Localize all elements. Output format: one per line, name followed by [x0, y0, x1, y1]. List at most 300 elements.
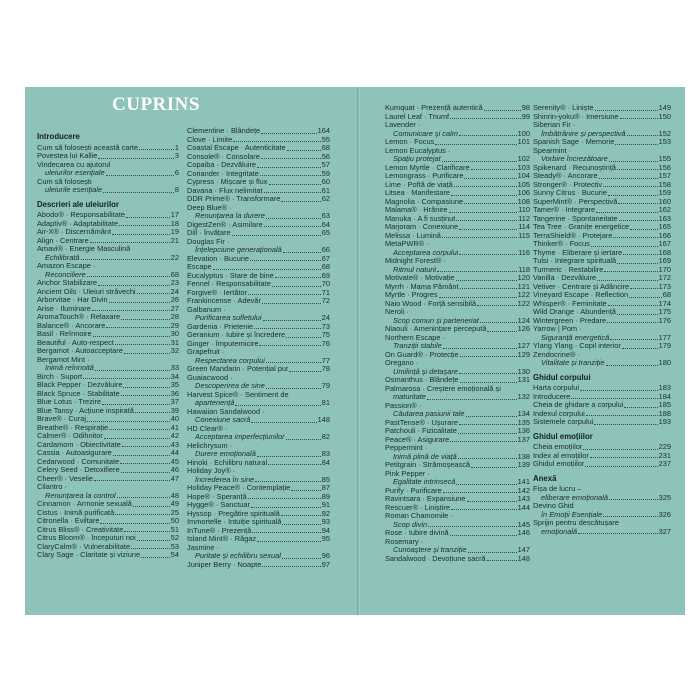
toc-leader-dots: [262, 561, 320, 568]
toc-leader-dots: [622, 342, 658, 349]
toc-entry[interactable]: [533, 215, 671, 224]
toc-entry[interactable]: [533, 528, 671, 537]
toc-entry[interactable]: [37, 220, 179, 229]
toc-entry[interactable]: [385, 317, 530, 326]
toc-page-number: 21: [170, 235, 179, 245]
toc-leader-dots: [619, 215, 658, 222]
toc-entry[interactable]: [187, 510, 330, 519]
toc-page-number: 237: [658, 459, 671, 468]
toc-entry[interactable]: [187, 518, 330, 527]
toc-entry[interactable]: [533, 198, 671, 207]
toc-entry[interactable]: [385, 402, 530, 411]
toc-leader-dots: [259, 340, 320, 347]
toc-entry[interactable]: [533, 485, 671, 494]
toc-entry[interactable]: [533, 519, 671, 528]
toc-entry[interactable]: [385, 555, 530, 564]
toc-entry[interactable]: [533, 300, 671, 309]
toc-entry[interactable]: [385, 155, 530, 164]
toc-entry[interactable]: [37, 424, 179, 433]
toc-entry[interactable]: [187, 382, 330, 391]
toc-entry-title: SuperMint® · Perspectivă: [533, 197, 618, 206]
toc-entry[interactable]: [37, 186, 179, 195]
toc-leader-dots: [487, 555, 517, 562]
toc-entry-title: Grapefruit ·: [187, 348, 225, 356]
toc-page-number: 17: [170, 210, 179, 219]
toc-entry[interactable]: [37, 271, 179, 280]
toc-entry[interactable]: [533, 121, 671, 130]
toc-entry[interactable]: [533, 130, 671, 139]
toc-entry[interactable]: [37, 449, 179, 458]
toc-entry[interactable]: [533, 283, 671, 292]
toc-entry-title: Malama® · Hrănire: [385, 206, 448, 214]
toc-page-number: 114: [518, 222, 530, 231]
toc-entry[interactable]: [385, 478, 530, 487]
toc-entry[interactable]: [533, 172, 671, 181]
toc-page-number: 168: [658, 247, 671, 257]
toc-page-number: 188: [658, 408, 671, 418]
toc-entry[interactable]: [385, 487, 530, 496]
toc-leader-dots: [131, 543, 170, 550]
toc-entry[interactable]: [533, 452, 671, 461]
toc-entry[interactable]: [533, 257, 671, 266]
toc-entry[interactable]: [187, 425, 330, 434]
toc-entry[interactable]: [187, 552, 330, 561]
toc-entry[interactable]: [385, 325, 530, 334]
toc-page-number: 89: [321, 491, 330, 501]
toc-entry[interactable]: [37, 211, 179, 220]
toc-leader-dots: [630, 283, 658, 290]
toc-entry[interactable]: [385, 521, 530, 530]
toc-entry[interactable]: [187, 229, 330, 238]
toc-entry[interactable]: [385, 283, 530, 292]
toc-entry[interactable]: [37, 526, 179, 535]
toc-entry[interactable]: [533, 460, 671, 469]
toc-entry-title: Sandalwood · Devoțiune sacră: [385, 554, 486, 563]
toc-entry-title: Descoperirea de sine: [195, 382, 265, 390]
toc-entry[interactable]: [187, 263, 330, 272]
toc-leader-dots: [104, 432, 170, 439]
toc-entry[interactable]: [37, 517, 179, 526]
toc-entry[interactable]: [37, 296, 179, 305]
toc-entry[interactable]: [533, 249, 671, 258]
toc-page-number: 101: [517, 137, 530, 146]
toc-leader-dots: [115, 339, 170, 346]
toc-leader-dots: [94, 475, 170, 482]
toc-entry[interactable]: [37, 373, 179, 382]
toc-leader-dots: [466, 410, 517, 417]
toc-leader-dots: [122, 441, 170, 448]
toc-entry[interactable]: [385, 351, 530, 360]
toc-entry[interactable]: [385, 223, 530, 232]
toc-entry[interactable]: [385, 291, 530, 300]
toc-entry[interactable]: [385, 342, 530, 351]
toc-entry[interactable]: [385, 453, 530, 462]
toc-entry-title: Oregano ·: [385, 359, 419, 367]
toc-page-number: 147: [517, 545, 530, 554]
toc-entry[interactable]: [37, 347, 179, 356]
toc-entry-title: Stronger® · Protectiv: [533, 180, 603, 189]
toc-entry[interactable]: [385, 427, 530, 436]
toc-page-number: 40: [170, 414, 179, 423]
toc-entry-title: Patchouli · Fizicalitate: [385, 427, 457, 435]
toc-entry[interactable]: [533, 181, 671, 190]
toc-entry[interactable]: [187, 416, 330, 425]
toc-entry[interactable]: [187, 484, 330, 493]
toc-entry[interactable]: [385, 461, 530, 470]
toc-entry-title: uleiurile esențiale: [45, 186, 103, 194]
toc-page-number: 179: [658, 341, 671, 350]
toc-entry-title: Conexiune sacră: [195, 416, 251, 424]
toc-entry[interactable]: [187, 357, 330, 366]
toc-entry[interactable]: [37, 458, 179, 467]
toc-entry[interactable]: [385, 546, 530, 555]
toc-entry[interactable]: [533, 418, 671, 427]
toc-page-number: 158: [658, 179, 671, 189]
toc-leader-dots: [456, 274, 517, 281]
toc-entry[interactable]: [385, 232, 530, 241]
toc-entry[interactable]: [37, 475, 179, 484]
toc-entry-title: Turmeric · Restabilire: [533, 265, 604, 274]
toc-entry[interactable]: [533, 155, 671, 164]
toc-entry-title: Purificarea sufletului: [195, 314, 262, 322]
toc-entry[interactable]: [533, 334, 671, 343]
toc-entry[interactable]: [533, 274, 671, 283]
toc-leader-dots: [100, 517, 169, 524]
toc-entry[interactable]: [187, 187, 330, 196]
toc-entry[interactable]: [37, 432, 179, 441]
toc-entry[interactable]: [37, 237, 179, 246]
toc-entry[interactable]: [385, 257, 530, 266]
toc-entry[interactable]: [187, 467, 330, 476]
toc-column-3: [385, 104, 530, 563]
toc-page-number: 176: [658, 315, 671, 325]
toc-entry[interactable]: [187, 195, 330, 204]
toc-entry-title: Spanish Sage · Memorie: [533, 138, 615, 146]
toc-entry-title: Escape: [187, 263, 212, 271]
toc-entry[interactable]: [187, 212, 330, 221]
toc-entry[interactable]: [533, 147, 671, 156]
toc-leader-dots: [93, 330, 170, 337]
toc-entry[interactable]: [533, 443, 671, 452]
toc-entry-title: Sprijin pentru descătușare: [533, 519, 619, 527]
toc-entry[interactable]: [37, 356, 179, 365]
toc-entry[interactable]: [187, 535, 330, 544]
toc-entry[interactable]: [533, 240, 671, 249]
toc-entry[interactable]: [187, 136, 330, 145]
toc-entry[interactable]: [37, 543, 179, 552]
toc-entry[interactable]: [37, 339, 179, 348]
toc-entry[interactable]: [187, 408, 330, 417]
toc-entry[interactable]: [37, 228, 179, 237]
toc-leader-dots: [102, 398, 170, 405]
toc-entry[interactable]: [187, 127, 330, 136]
toc-entry-title: Green Mandarin · Potențial pur: [187, 365, 289, 373]
toc-entry[interactable]: [385, 376, 530, 385]
toc-entry[interactable]: [385, 147, 530, 156]
toc-entry[interactable]: [37, 254, 179, 263]
toc-entry[interactable]: [385, 538, 530, 547]
toc-entry[interactable]: [187, 544, 330, 553]
toc-entry[interactable]: [37, 144, 179, 153]
toc-entry[interactable]: [533, 206, 671, 215]
toc-entry-title: Immortelle · Intuiție spirituală: [187, 518, 282, 526]
toc-entry-title: Cum să folosești această carte: [37, 143, 139, 152]
toc-entry[interactable]: [37, 305, 179, 314]
toc-entry[interactable]: [37, 322, 179, 331]
toc-entry[interactable]: [187, 476, 330, 485]
toc-page-number: 63: [321, 211, 330, 220]
toc-page-number: 59: [321, 168, 330, 178]
toc-entry[interactable]: [533, 325, 671, 334]
toc-entry[interactable]: [187, 331, 330, 340]
toc-leader-dots: [262, 297, 321, 304]
toc-entry-title: Amazon Escape ·: [37, 262, 96, 270]
toc-entry[interactable]: [37, 441, 179, 450]
toc-leader-dots: [92, 305, 170, 312]
toc-entry-title: Birch · Suport: [37, 372, 83, 381]
toc-entry-title: Myrrh · Mama Pământ: [385, 282, 459, 291]
toc-entry[interactable]: [385, 308, 530, 317]
toc-entry[interactable]: [37, 279, 179, 288]
toc-entry[interactable]: [385, 410, 530, 419]
toc-entry[interactable]: [533, 502, 671, 511]
toc-entry-title: Echilibrată: [45, 253, 80, 262]
toc-entry[interactable]: [37, 398, 179, 407]
toc-entry[interactable]: [385, 121, 530, 130]
toc-entry[interactable]: [37, 262, 179, 271]
toc-entry[interactable]: [533, 189, 671, 198]
toc-entry[interactable]: [37, 381, 179, 390]
toc-entry[interactable]: [187, 255, 330, 264]
toc-page-number: 177: [658, 332, 671, 342]
toc-entry[interactable]: [187, 450, 330, 459]
toc-entry[interactable]: [187, 306, 330, 315]
toc-entry[interactable]: [385, 138, 530, 147]
toc-entry[interactable]: [187, 178, 330, 187]
toc-column-4: [533, 104, 671, 536]
toc-entry[interactable]: [37, 161, 179, 170]
toc-entry[interactable]: [37, 169, 179, 178]
toc-entry[interactable]: [37, 152, 179, 161]
toc-entry[interactable]: [37, 313, 179, 322]
toc-leader-dots: [113, 449, 170, 456]
toc-entry-title: Petitgrain · Strămoșească: [385, 461, 471, 469]
toc-entry[interactable]: [533, 308, 671, 317]
toc-entry[interactable]: [385, 393, 530, 402]
toc-entry[interactable]: [533, 113, 671, 122]
toc-page-number: 47: [170, 473, 179, 483]
toc-page-number: 29: [170, 320, 179, 330]
toc-entry[interactable]: [385, 215, 530, 224]
toc-entry[interactable]: [37, 534, 179, 543]
toc-page-number: 229: [658, 442, 671, 451]
toc-entry[interactable]: [187, 340, 330, 349]
toc-page-number: 24: [170, 286, 179, 296]
toc-entry-title: Ancient Oils · Uleiuri străvechi: [37, 287, 136, 296]
toc-entry[interactable]: [37, 390, 179, 399]
toc-entry[interactable]: [187, 144, 330, 153]
toc-entry-title: Cardamom · Obiectivitate: [37, 440, 121, 449]
toc-entry-title: Pink Pepper ·: [385, 469, 430, 478]
toc-leader-dots: [596, 206, 658, 213]
toc-page-number: 152: [658, 128, 671, 138]
toc-entry-title: Manuka · A fi susținut: [385, 214, 456, 223]
toc-entry[interactable]: [187, 365, 330, 374]
toc-entry[interactable]: [385, 419, 530, 428]
toc-entry[interactable]: [385, 359, 530, 368]
toc-entry-title: Celery Seed · Detoxifiere: [37, 466, 120, 474]
toc-entry-title: Vetiver · Centrare și Adâncire: [533, 282, 630, 291]
toc-leader-dots: [115, 509, 170, 516]
toc-entry[interactable]: [37, 245, 179, 254]
toc-entry-title: Holiday Joy® ·: [187, 467, 236, 475]
toc-page-number: 157: [658, 171, 671, 180]
toc-entry[interactable]: [37, 551, 179, 560]
toc-entry[interactable]: [187, 323, 330, 332]
toc-entry[interactable]: [385, 385, 530, 394]
toc-entry[interactable]: [533, 342, 671, 351]
toc-leader-dots: [106, 322, 169, 329]
toc-entry[interactable]: [385, 274, 530, 283]
toc-entry[interactable]: [187, 297, 330, 306]
toc-entry[interactable]: [385, 130, 530, 139]
toc-entry[interactable]: [385, 436, 530, 445]
toc-entry[interactable]: [37, 509, 179, 518]
toc-entry[interactable]: [187, 527, 330, 536]
toc-entry[interactable]: [187, 314, 330, 323]
toc-entry[interactable]: [385, 300, 530, 309]
toc-entry[interactable]: [187, 348, 330, 357]
toc-entry[interactable]: [187, 161, 330, 170]
toc-entry[interactable]: [385, 368, 530, 377]
toc-entry[interactable]: [533, 401, 671, 410]
toc-entry[interactable]: [385, 172, 530, 181]
toc-entry[interactable]: [385, 104, 530, 113]
toc-entry[interactable]: [37, 415, 179, 424]
toc-leader-dots: [604, 266, 657, 273]
toc-entry[interactable]: [533, 223, 671, 232]
toc-entry[interactable]: [37, 500, 179, 509]
toc-entry[interactable]: [187, 374, 330, 383]
toc-entry[interactable]: [533, 291, 671, 300]
toc-entry[interactable]: [385, 512, 530, 521]
toc-entry[interactable]: [533, 138, 671, 147]
toc-page-number: 68: [321, 143, 330, 152]
toc-entry[interactable]: [187, 459, 330, 468]
toc-entry[interactable]: [187, 272, 330, 281]
toc-entry[interactable]: [533, 359, 671, 368]
toc-leader-dots: [609, 494, 658, 501]
toc-entry[interactable]: [533, 351, 671, 360]
toc-entry[interactable]: [533, 410, 671, 419]
toc-entry[interactable]: [533, 266, 671, 275]
toc-entry[interactable]: [187, 501, 330, 510]
toc-entry[interactable]: [385, 334, 530, 343]
toc-entry[interactable]: [37, 288, 179, 297]
toc-leader-dots: [103, 186, 174, 193]
toc-entry[interactable]: [533, 232, 671, 241]
toc-leader-dots: [599, 172, 658, 179]
toc-leader-dots: [254, 323, 321, 330]
toc-entry[interactable]: [37, 492, 179, 501]
toc-entry[interactable]: [187, 170, 330, 179]
toc-entry[interactable]: [187, 204, 330, 213]
toc-entry[interactable]: [37, 178, 179, 187]
toc-entry[interactable]: [187, 289, 330, 298]
toc-page-number: 135: [517, 417, 530, 427]
toc-entry[interactable]: [533, 511, 671, 520]
toc-leader-dots: [437, 266, 517, 273]
toc-entry[interactable]: [385, 164, 530, 173]
toc-page-number: 95: [321, 534, 330, 543]
toc-leader-dots: [106, 169, 174, 176]
toc-entry-title: Ginger · Împuternicire: [187, 339, 259, 348]
toc-entry[interactable]: [187, 561, 330, 570]
toc-entry[interactable]: [385, 206, 530, 215]
toc-page-number: 138: [517, 451, 530, 461]
toc-entry[interactable]: [385, 495, 530, 504]
toc-entry[interactable]: [187, 221, 330, 230]
toc-entry[interactable]: [187, 280, 330, 289]
toc-entry-title: Holiday Peace® · Contemplație: [187, 484, 291, 492]
toc-entry[interactable]: [533, 104, 671, 113]
toc-entry[interactable]: [187, 246, 330, 255]
toc-entry[interactable]: [187, 433, 330, 442]
toc-leader-dots: [135, 407, 170, 414]
toc-entry[interactable]: [533, 164, 671, 173]
toc-leader-dots: [286, 433, 321, 440]
toc-entry[interactable]: [385, 189, 530, 198]
toc-entry[interactable]: [533, 393, 671, 402]
toc-entry-title: Copaiba · Dezvăluire: [187, 161, 257, 169]
toc-entry-title: Lemongrass · Purificare: [385, 172, 464, 180]
toc-entry[interactable]: [187, 153, 330, 162]
toc-entry[interactable]: [385, 444, 530, 453]
toc-entry-title: Rosemary ·: [385, 537, 424, 546]
toc-entry[interactable]: [37, 407, 179, 416]
toc-leader-dots: [627, 130, 658, 137]
toc-leader-dots: [109, 296, 170, 303]
toc-page-number: 136: [517, 426, 530, 435]
toc-entry[interactable]: [187, 442, 330, 451]
toc-entry[interactable]: [187, 238, 330, 247]
toc-entry[interactable]: [385, 198, 530, 207]
toc-leader-dots: [487, 325, 516, 332]
toc-entry[interactable]: [187, 493, 330, 502]
toc-entry[interactable]: [37, 483, 179, 492]
toc-entry[interactable]: [385, 113, 530, 122]
toc-entry[interactable]: [37, 330, 179, 339]
toc-entry[interactable]: [385, 249, 530, 258]
toc-entry[interactable]: [533, 384, 671, 393]
toc-entry[interactable]: [385, 529, 530, 538]
toc-entry-title: Hygge® · Sanctuar: [187, 501, 250, 509]
toc-entry[interactable]: [385, 240, 530, 249]
toc-entry[interactable]: [37, 364, 179, 373]
toc-entry[interactable]: [385, 266, 530, 275]
toc-entry[interactable]: [533, 317, 671, 326]
toc-entry[interactable]: [37, 466, 179, 475]
toc-entry-title: Thinker® · Focus: [533, 240, 590, 248]
toc-page-number: 46: [170, 465, 179, 474]
toc-entry[interactable]: [187, 399, 330, 408]
toc-entry-title: Siberian Fir ·: [533, 121, 576, 129]
toc-entry[interactable]: [385, 504, 530, 513]
toc-entry[interactable]: [533, 494, 671, 503]
toc-entry[interactable]: [187, 391, 330, 400]
toc-entry[interactable]: [385, 470, 530, 479]
toc-entry[interactable]: [385, 181, 530, 190]
